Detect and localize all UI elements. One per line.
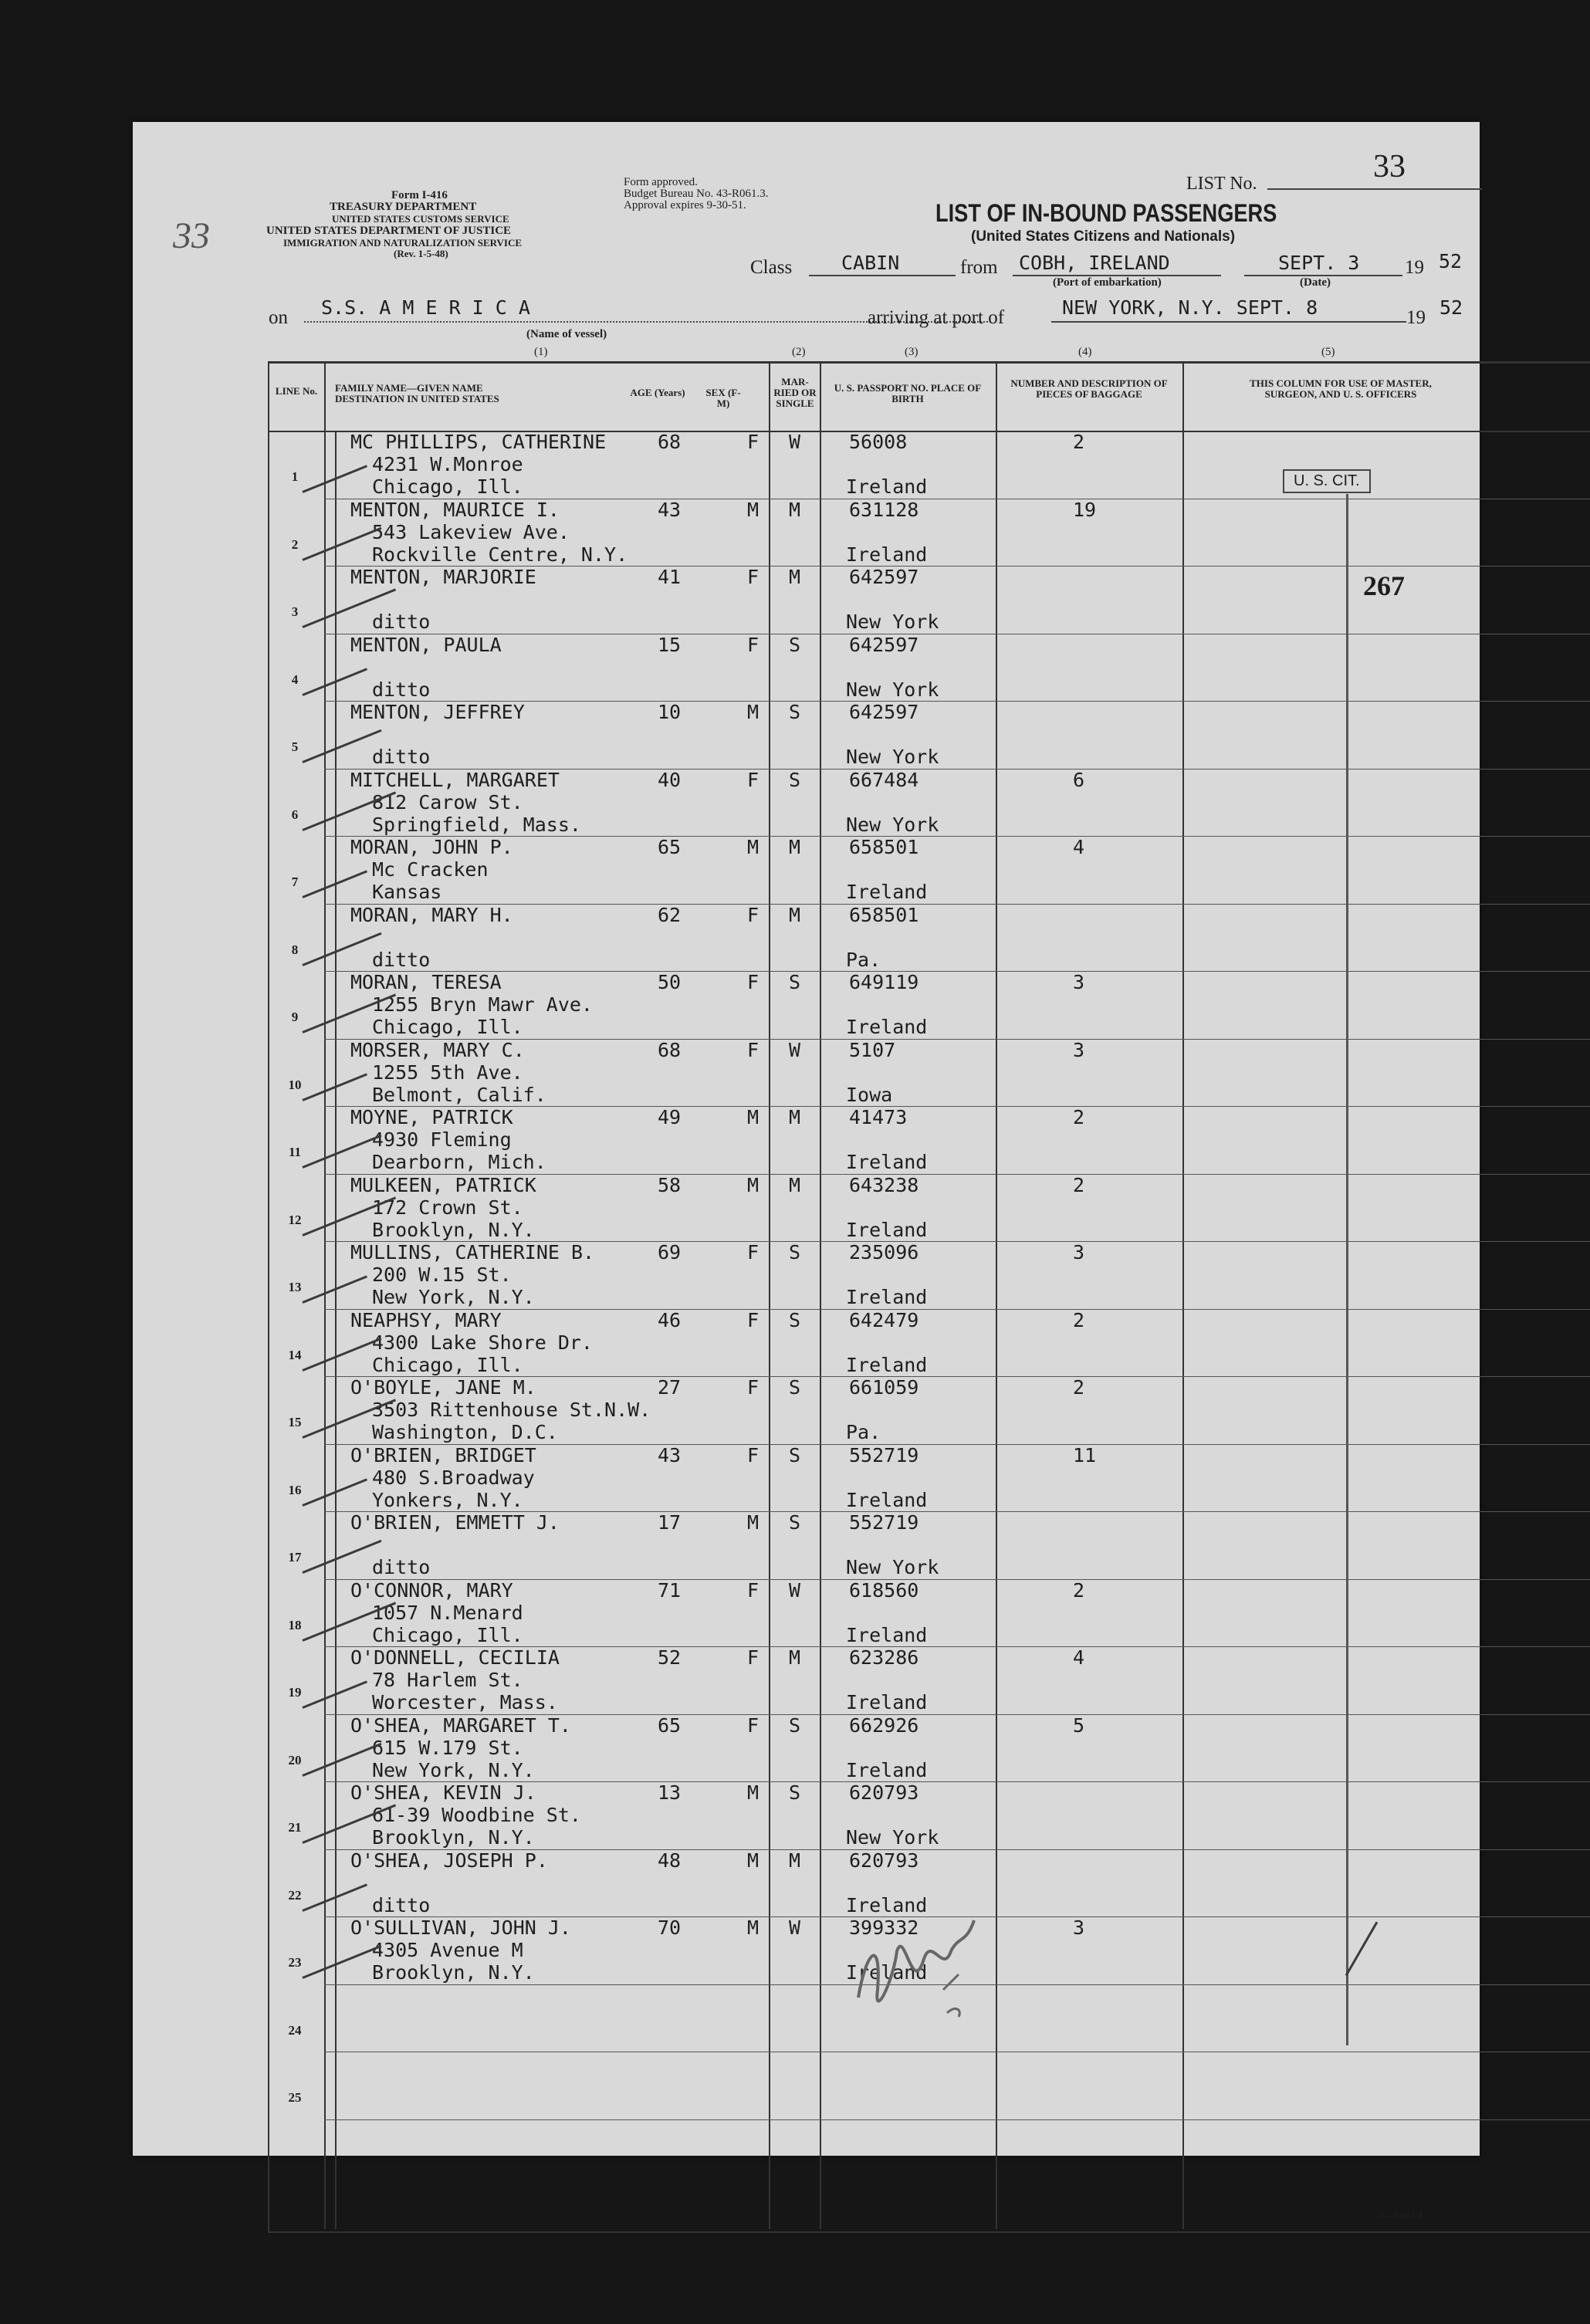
passenger-name: O'SHEA, MARGARET T.: [350, 1713, 571, 1737]
line-number: 21: [288, 1820, 302, 1835]
line-number: 20: [288, 1752, 302, 1768]
passenger-marital-status: S: [789, 768, 801, 791]
passenger-sex: F: [747, 1646, 759, 1669]
passenger-age: 27: [658, 1376, 682, 1399]
line-number: 3: [291, 604, 299, 619]
vessel-caption: (Name of vessel): [526, 328, 607, 340]
row-divider: [324, 836, 1590, 837]
place-of-birth: Ireland: [846, 1623, 928, 1646]
passenger-name: O'SHEA, JOSEPH P.: [350, 1849, 548, 1872]
baggage-count: 5: [1073, 1713, 1085, 1737]
passenger-name: O'SULLIVAN, JOHN J.: [350, 1916, 571, 1939]
passenger-destination: Yonkers, N.Y.: [372, 1488, 523, 1511]
approval-line-2: Budget Bureau No. 43-R061.3.: [624, 188, 769, 200]
date-caption: (Date): [1300, 276, 1331, 289]
passport-number: 620793: [849, 1781, 919, 1804]
passenger-name: MENTON, JEFFREY: [350, 701, 525, 723]
passenger-marital-status: S: [789, 1511, 801, 1534]
place-of-birth: Ireland: [846, 1961, 928, 1984]
passenger-name: MC PHILLIPS, CATHERINE: [350, 431, 607, 453]
line-number: 1: [291, 469, 299, 484]
passenger-name: O'BOYLE, JANE M.: [350, 1376, 536, 1399]
passenger-address: 543 Lakeview Ave.: [372, 520, 570, 543]
passenger-marital-status: M: [789, 498, 801, 521]
baggage-count: 3: [1073, 1241, 1085, 1263]
baggage-count: 3: [1073, 971, 1085, 993]
passenger-sex: M: [747, 498, 759, 521]
passport-number: 56008: [849, 431, 908, 453]
passenger-marital-status: S: [789, 971, 801, 993]
passport-number: 642597: [849, 566, 919, 588]
col-number-2: (2): [792, 346, 806, 358]
passenger-name: MENTON, PAULA: [350, 633, 502, 656]
passenger-destination: Springfield, Mass.: [372, 813, 581, 836]
passenger-sex: M: [747, 701, 759, 723]
passenger-sex: F: [747, 768, 759, 791]
passport-number: 661059: [849, 1376, 919, 1399]
passenger-marital-status: S: [789, 1443, 801, 1466]
line-number: 13: [288, 1280, 302, 1294]
passenger-marital-status: M: [789, 566, 801, 588]
baggage-count: 2: [1073, 1578, 1085, 1602]
passport-number: 41473: [849, 1106, 908, 1128]
col-line-baggage-right: [1182, 361, 1184, 2229]
passenger-sex: F: [747, 903, 759, 926]
line-number: 2: [291, 536, 299, 552]
header-line-no: LINE No.: [275, 385, 318, 397]
from-label: from: [960, 257, 998, 278]
pencil-signature: [851, 1905, 990, 2036]
passenger-address: 4930 Fleming: [372, 1128, 512, 1151]
baggage-count: 11: [1073, 1443, 1097, 1466]
passenger-age: 50: [658, 971, 682, 993]
header-sex: SEX (F-M): [705, 387, 741, 409]
line-number: 12: [288, 1212, 302, 1227]
baggage-count: 3: [1073, 1038, 1085, 1061]
passenger-name: MULLINS, CATHERINE B.: [350, 1241, 595, 1263]
passenger-sex: F: [747, 1713, 759, 1737]
baggage-count: 2: [1073, 1308, 1085, 1331]
passenger-name: O'SHEA, KEVIN J.: [350, 1781, 536, 1804]
passenger-name: NEAPHSY, MARY: [350, 1308, 502, 1331]
place-of-birth: Ireland: [846, 1353, 928, 1376]
passenger-age: 10: [658, 701, 682, 723]
passenger-address: 200 W.15 St.: [372, 1263, 512, 1286]
passenger-age: 41: [658, 566, 682, 588]
vessel-name: S.S. A M E R I C A: [321, 296, 530, 319]
place-of-birth: Ireland: [846, 475, 928, 498]
passenger-name: O'BRIEN, EMMETT J.: [350, 1511, 560, 1534]
baggage-count: 2: [1073, 431, 1085, 453]
passport-number: 618560: [849, 1578, 919, 1602]
passenger-name: MOYNE, PATRICK: [350, 1106, 513, 1128]
row-divider: [324, 971, 1590, 972]
line-number: 8: [291, 942, 299, 957]
passport-number: 662926: [849, 1713, 919, 1737]
place-of-birth: Ireland: [846, 1151, 928, 1173]
row-divider: [324, 1579, 1590, 1580]
passenger-address: 615 W.179 St.: [372, 1736, 523, 1759]
passenger-marital-status: M: [789, 1646, 801, 1669]
passenger-age: 70: [658, 1916, 682, 1939]
passenger-destination: ditto: [372, 1893, 431, 1916]
date2-year-prefix: 19: [1406, 307, 1426, 328]
passenger-marital-status: M: [789, 903, 801, 926]
passenger-address: 480 S.Broadway: [372, 1466, 535, 1489]
passenger-sex: F: [747, 431, 759, 453]
class-label: Class: [750, 257, 793, 278]
passenger-age: 43: [658, 1443, 682, 1466]
passenger-destination: Dearborn, Mich.: [372, 1151, 546, 1173]
passenger-address: 3503 Rittenhouse St.N.W.: [372, 1399, 651, 1421]
baggage-count: 4: [1073, 1646, 1085, 1669]
justice-department: UNITED STATES DEPARTMENT OF JUSTICE: [266, 225, 512, 237]
header-age: AGE (Years): [630, 387, 685, 398]
passenger-sex: M: [747, 1849, 759, 1872]
line-number: 16: [288, 1482, 302, 1497]
passenger-sex: F: [747, 1241, 759, 1263]
passenger-destination: New York, N.Y.: [372, 1758, 535, 1781]
passenger-marital-status: W: [789, 1038, 801, 1061]
passenger-name: O'BRIEN, BRIDGET: [350, 1443, 536, 1466]
passenger-destination: Brooklyn, N.Y.: [372, 1961, 535, 1984]
passenger-destination: Chicago, Ill.: [372, 1353, 523, 1376]
passenger-age: 68: [658, 431, 682, 453]
place-of-birth: Ireland: [846, 1758, 928, 1781]
officer-count: 267: [1363, 570, 1405, 601]
line-number: 18: [288, 1617, 302, 1632]
line-number: 6: [291, 807, 299, 822]
place-of-birth: Pa.: [846, 948, 881, 971]
arriving-label: arriving at port of: [868, 307, 1005, 328]
passenger-sex: F: [747, 971, 759, 993]
passenger-address: 1255 Bryn Mawr Ave.: [372, 993, 593, 1016]
passport-number: 5107: [849, 1038, 896, 1061]
passenger-sex: M: [747, 1511, 759, 1534]
header-passport: U. S. PASSPORT NO. PLACE OF BIRTH: [834, 382, 982, 404]
passenger-sex: M: [747, 836, 759, 858]
passport-number: 643238: [849, 1173, 919, 1196]
passenger-sex: M: [747, 1106, 759, 1128]
list-no-value: 33: [1373, 149, 1406, 184]
place-of-birth: Ireland: [846, 1893, 928, 1916]
line-number: 7: [291, 874, 299, 889]
line-number: 24: [288, 2022, 302, 2038]
row-divider: [324, 2119, 1590, 2120]
passport-number: 552719: [849, 1511, 919, 1534]
place-of-birth: New York: [846, 611, 939, 633]
line-number: 22: [288, 1887, 302, 1903]
passenger-marital-status: M: [789, 1173, 801, 1196]
passenger-marital-status: S: [789, 1781, 801, 1804]
passenger-address: 1057 N.Menard: [372, 1601, 523, 1624]
passenger-destination: Chicago, Ill.: [372, 1016, 523, 1038]
passenger-address: 4305 Avenue M: [372, 1939, 523, 1961]
passport-number: 620793: [849, 1849, 919, 1872]
departure-date: SEPT. 3: [1278, 252, 1360, 274]
passenger-sex: M: [747, 1916, 759, 1939]
arrival-underline: [1051, 321, 1406, 323]
passenger-age: 15: [658, 633, 682, 656]
place-of-birth: New York: [846, 678, 939, 701]
place-of-birth: New York: [846, 1556, 939, 1578]
passenger-age: 43: [658, 498, 682, 521]
list-no-underline: [1267, 188, 1482, 190]
date2-year: 52: [1439, 296, 1463, 319]
passenger-age: 69: [658, 1241, 682, 1263]
passenger-destination: ditto: [372, 746, 431, 768]
place-of-birth: Iowa: [846, 1083, 893, 1106]
passenger-marital-status: S: [789, 701, 801, 723]
passport-number: 399332: [849, 1916, 919, 1939]
baggage-count: 2: [1073, 1173, 1085, 1196]
passenger-address: 812 Carow St.: [372, 790, 523, 814]
list-no-label: LIST No.: [1186, 174, 1257, 194]
passenger-name: MULKEEN, PATRICK: [350, 1173, 536, 1196]
arrival-port-date: NEW YORK, N.Y. SEPT. 8: [1062, 296, 1318, 319]
passenger-address: 78 Harlem St.: [372, 1669, 523, 1691]
passenger-name: MENTON, MAURICE I.: [350, 498, 560, 521]
passenger-marital-status: S: [789, 633, 801, 656]
footer-code: 16—54652-4: [1377, 2211, 1423, 2221]
line-number: 14: [288, 1347, 302, 1362]
passenger-name: O'DONNELL, CECILIA: [350, 1646, 560, 1669]
passenger-address: 4231 W.Monroe: [372, 453, 523, 475]
header-officers: THIS COLUMN FOR USE OF MASTER, SURGEON, AND U. S. OFFICERS: [1250, 377, 1432, 400]
passenger-sex: F: [747, 1308, 759, 1331]
line-number: 10: [288, 1077, 302, 1092]
embarkation-port: COBH, IRELAND: [1019, 252, 1170, 274]
place-of-birth: Ireland: [846, 881, 928, 903]
passport-number: 642597: [849, 701, 919, 723]
passenger-sex: F: [747, 1578, 759, 1602]
passenger-destination: Kansas: [372, 881, 442, 903]
passenger-marital-status: W: [789, 431, 801, 453]
passenger-destination: Belmont, Calif.: [372, 1083, 546, 1106]
passport-number: 649119: [849, 971, 919, 993]
passenger-destination: Rockville Centre, N.Y.: [372, 543, 628, 566]
passenger-name: MORAN, MARY H.: [350, 903, 513, 926]
header-married: MAR-RIED OR SINGLE: [773, 376, 817, 409]
place-of-birth: Ireland: [846, 1016, 928, 1038]
passport-number: 642479: [849, 1308, 919, 1331]
line-number: 19: [288, 1685, 302, 1700]
naturalization-service: IMMIGRATION AND NATURALIZATION SERVICE: [283, 237, 523, 249]
passenger-address: Mc Cracken: [372, 858, 489, 881]
passenger-destination: Brooklyn, N.Y.: [372, 1826, 535, 1849]
margin-handwritten-number: 33: [173, 215, 210, 256]
place-of-birth: New York: [846, 1826, 939, 1849]
revision: (Rev. 1-5-48): [394, 248, 448, 259]
passport-number: 631128: [849, 498, 919, 521]
passport-number: 235096: [849, 1241, 919, 1263]
passport-number: 658501: [849, 836, 919, 858]
passenger-manifest-sheet: [133, 122, 1480, 2221]
officer-column-line: [1346, 494, 1348, 2045]
passenger-destination: Washington, D.C.: [372, 1421, 558, 1443]
passenger-age: 58: [658, 1173, 682, 1196]
passenger-destination: Chicago, Ill.: [372, 1623, 523, 1646]
passenger-address: 61-39 Woodbine St.: [372, 1804, 581, 1826]
passenger-age: 17: [658, 1511, 682, 1534]
line-number: 9: [291, 1010, 299, 1024]
place-of-birth: Ireland: [846, 1218, 928, 1241]
place-of-birth: Ireland: [846, 1691, 928, 1713]
page-title: LIST OF IN-BOUND PASSENGERS: [935, 199, 1277, 227]
treasury-department: TREASURY DEPARTMENT: [330, 201, 477, 213]
passenger-sex: M: [747, 1173, 759, 1196]
line-number: 15: [288, 1415, 302, 1429]
place-of-birth: Ireland: [846, 1488, 928, 1511]
passenger-age: 71: [658, 1578, 682, 1602]
passenger-age: 68: [658, 1038, 682, 1061]
place-of-birth: New York: [846, 746, 939, 768]
passenger-marital-status: W: [789, 1916, 801, 1939]
passenger-marital-status: S: [789, 1376, 801, 1399]
line-number: 5: [291, 739, 299, 754]
baggage-count: 4: [1073, 836, 1085, 858]
date1-year: 52: [1439, 250, 1463, 272]
passport-number: 667484: [849, 768, 919, 791]
passport-number: 623286: [849, 1646, 919, 1669]
col-line-passport-right: [996, 361, 997, 2229]
col-line-married-right: [820, 361, 821, 2229]
passenger-age: 52: [658, 1646, 682, 1669]
passenger-age: 40: [658, 768, 682, 791]
passenger-age: 13: [658, 1781, 682, 1804]
col-number-1: (1): [534, 346, 548, 358]
passenger-marital-status: S: [789, 1308, 801, 1331]
form-number: Form I-416: [391, 189, 448, 201]
passenger-address: 172 Crown St.: [372, 1196, 523, 1219]
passenger-age: 49: [658, 1106, 682, 1128]
on-label: on: [269, 307, 288, 328]
col-number-4: (4): [1078, 346, 1092, 358]
place-of-birth: Pa.: [846, 1421, 881, 1443]
passenger-destination: ditto: [372, 948, 431, 971]
us-citizen-stamp: U. S. CIT.: [1283, 469, 1371, 493]
approval-line-1: Form approved.: [624, 176, 698, 188]
class-underline: [809, 275, 956, 276]
passenger-sex: M: [747, 1781, 759, 1804]
passenger-marital-status: M: [789, 1849, 801, 1872]
passenger-name: MORSER, MARY C.: [350, 1038, 525, 1061]
row-divider: [324, 1106, 1590, 1107]
passport-number: 552719: [849, 1443, 919, 1466]
header-baggage: NUMBER AND DESCRIPTION OF PIECES OF BAGGAGE: [1010, 377, 1168, 400]
line-number: 4: [291, 671, 299, 687]
port-caption: (Port of embarkation): [1053, 276, 1162, 289]
passenger-sex: F: [747, 1038, 759, 1061]
passenger-age: 65: [658, 836, 682, 858]
passenger-destination: ditto: [372, 1556, 431, 1578]
passenger-address: 1255 5th Ave.: [372, 1061, 523, 1084]
passenger-age: 65: [658, 1713, 682, 1737]
class-value: CABIN: [841, 252, 900, 274]
passenger-name: O'CONNOR, MARY: [350, 1578, 513, 1602]
passenger-age: 48: [658, 1849, 682, 1872]
col-number-5: (5): [1321, 346, 1335, 358]
baggage-count: 6: [1073, 768, 1085, 791]
row-divider: [324, 904, 1590, 905]
passenger-sex: F: [747, 633, 759, 656]
place-of-birth: New York: [846, 813, 939, 836]
baggage-count: 2: [1073, 1106, 1085, 1128]
passenger-sex: F: [747, 1443, 759, 1466]
passenger-marital-status: S: [789, 1241, 801, 1263]
line-number: 11: [288, 1145, 302, 1159]
passenger-destination: New York, N.Y.: [372, 1286, 535, 1308]
baggage-count: 19: [1073, 498, 1097, 521]
page-subtitle: (United States Citizens and Nationals): [971, 228, 1236, 245]
passenger-name: MORAN, JOHN P.: [350, 836, 513, 858]
line-number: 25: [288, 2090, 302, 2105]
place-of-birth: Ireland: [846, 1286, 928, 1308]
passenger-marital-status: M: [789, 836, 801, 858]
passenger-marital-status: M: [789, 1106, 801, 1128]
col-number-3: (3): [905, 346, 918, 358]
passenger-age: 46: [658, 1308, 682, 1331]
baggage-count: 3: [1073, 1916, 1085, 1939]
baggage-count: 2: [1073, 1376, 1085, 1399]
row-divider: [324, 1309, 1590, 1310]
col-line-married-left: [769, 361, 770, 2229]
passport-number: 642597: [849, 633, 919, 656]
col-line-lineno: [324, 361, 326, 2229]
passenger-marital-status: S: [789, 1713, 801, 1737]
line-number: 17: [288, 1550, 302, 1565]
passenger-destination: Worcester, Mass.: [372, 1691, 558, 1713]
line-number: 23: [288, 1955, 302, 1970]
passenger-name: MENTON, MARJORIE: [350, 566, 536, 588]
passenger-address: 4300 Lake Shore Dr.: [372, 1331, 593, 1354]
approval-line-3: Approval expires 9-30-51.: [624, 199, 746, 211]
passenger-age: 62: [658, 903, 682, 926]
passenger-destination: Chicago, Ill.: [372, 475, 523, 498]
passenger-sex: F: [747, 1376, 759, 1399]
passenger-name: MITCHELL, MARGARET: [350, 768, 560, 791]
passenger-destination: ditto: [372, 678, 431, 701]
passenger-name: MORAN, TERESA: [350, 971, 502, 993]
header-name: FAMILY NAME—GIVEN NAME DESTINATION IN UNITED STATES: [335, 382, 499, 404]
customs-service: UNITED STATES CUSTOMS SERVICE: [332, 213, 509, 225]
place-of-birth: Ireland: [846, 543, 928, 566]
date1-year-prefix: 19: [1405, 257, 1424, 278]
passenger-destination: Brooklyn, N.Y.: [372, 1218, 535, 1241]
passenger-marital-status: W: [789, 1578, 801, 1602]
passenger-sex: F: [747, 566, 759, 588]
passport-number: 658501: [849, 903, 919, 926]
passenger-destination: ditto: [372, 611, 431, 633]
